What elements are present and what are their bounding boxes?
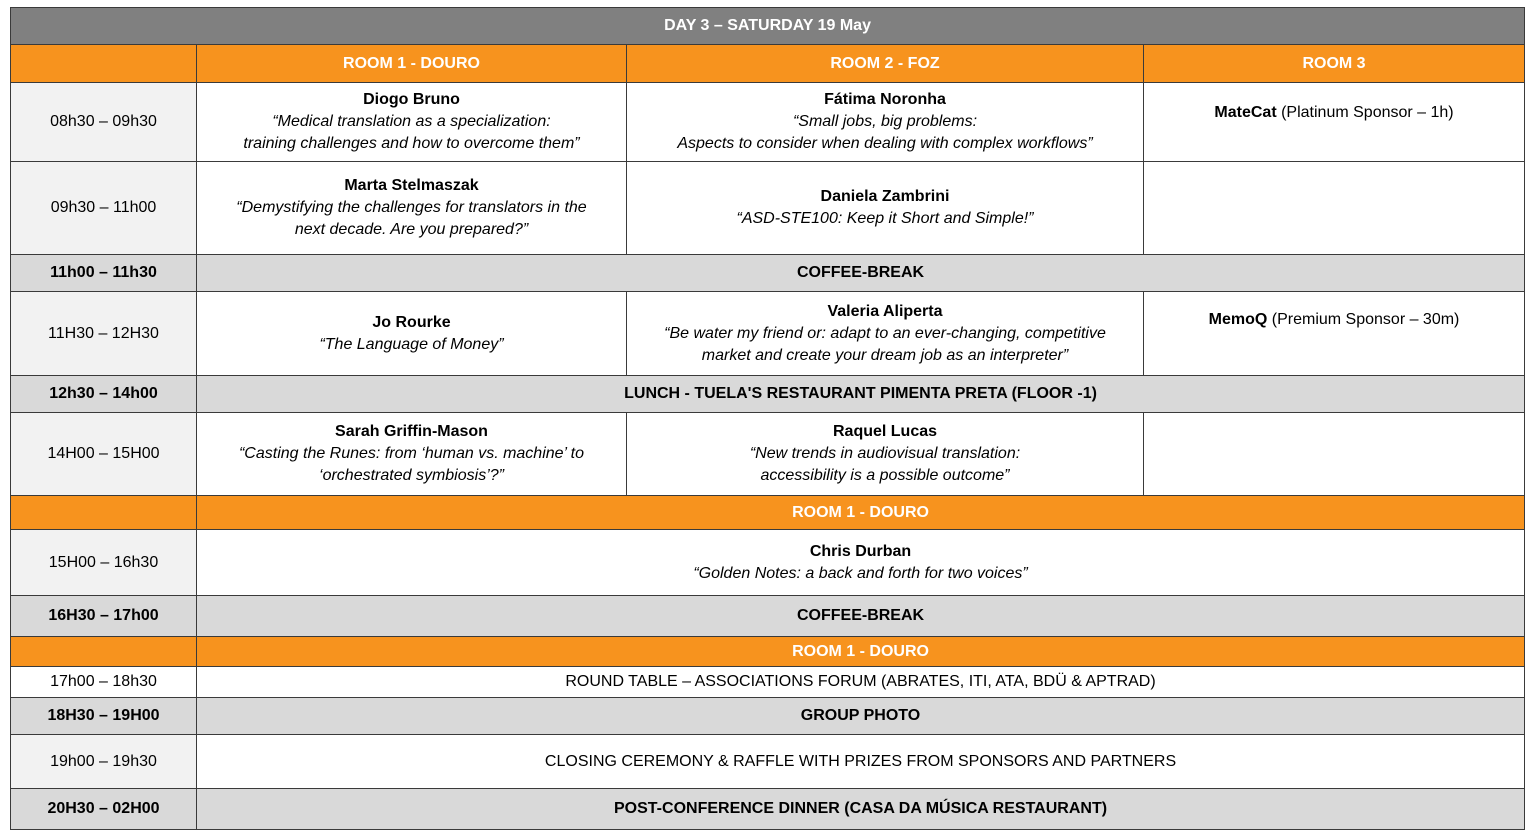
- rooms-header-row: [11, 45, 1525, 83]
- time-cell: 15H00 – 16h30: [11, 530, 197, 596]
- session-cell: [197, 292, 627, 376]
- session-row: [11, 83, 1525, 162]
- empty-cell: [1144, 413, 1525, 496]
- group-photo-label: GROUP PHOTO: [197, 698, 1525, 735]
- time-header: [11, 496, 197, 530]
- sponsor-cell: [1144, 292, 1525, 376]
- session-cell: [197, 530, 1525, 596]
- room3-header: ROOM 3: [1144, 45, 1525, 83]
- talk-title: “Be water my friend or: adapt to an ever-changing, competitive market and create your dream job as an interpreter”: [664, 324, 1106, 364]
- talk-title: “The Language of Money”: [319, 335, 504, 353]
- speaker-name: Sarah Griffin-Mason: [335, 423, 488, 440]
- break-label: COFFEE-BREAK: [197, 596, 1525, 637]
- speaker-name: Chris Durban: [809, 542, 912, 560]
- session-row: [11, 292, 1525, 376]
- session-cell: [197, 83, 627, 162]
- room-header-row: [11, 637, 1525, 667]
- time-header: [11, 45, 197, 83]
- sponsor-detail: (Platinum Sponsor – 1h): [1281, 104, 1454, 121]
- sponsor-detail: (Premium Sponsor – 30m): [1271, 311, 1460, 328]
- speaker-name: Fátima Noronha: [824, 91, 946, 108]
- closing-ceremony-label: CLOSING CEREMONY & RAFFLE WITH PRIZES FROM SPONSORS AND PARTNERS: [197, 735, 1525, 789]
- round-table-label: ROUND TABLE – ASSOCIATIONS FORUM (ABRATES, ITI, ATA, BDÜ & APTRAD): [197, 667, 1525, 698]
- session-cell: [627, 413, 1144, 496]
- session-cell: [627, 292, 1144, 376]
- session-row: [11, 735, 1525, 789]
- session-cell: [197, 162, 627, 255]
- session-row: [11, 162, 1525, 255]
- schedule-table: [10, 7, 1525, 830]
- break-row: [11, 376, 1525, 413]
- time-cell: 14H00 – 15H00: [11, 413, 197, 496]
- break-row: [11, 789, 1525, 830]
- time-cell: 09h30 – 11h00: [11, 162, 197, 255]
- session-row: [11, 413, 1525, 496]
- break-row: [11, 596, 1525, 637]
- time-cell: 11H30 – 12H30: [11, 292, 197, 376]
- day-title: DAY 3 – SATURDAY 19 May: [11, 8, 1525, 45]
- break-row: [11, 255, 1525, 292]
- sponsor-cell: [1144, 83, 1525, 162]
- speaker-name: Marta Stelmaszak: [344, 177, 479, 194]
- empty-cell: [1144, 162, 1525, 255]
- sponsor-name: MemoQ: [1208, 311, 1268, 328]
- talk-title: “Casting the Runes: from ‘human vs. machine’ to ‘orchestrated symbiosis’?”: [238, 445, 585, 484]
- speaker-name: Valeria Aliperta: [827, 302, 943, 320]
- session-cell: [197, 413, 627, 496]
- time-cell: 12h30 – 14h00: [11, 376, 197, 413]
- room1-header: ROOM 1 - DOURO: [197, 637, 1525, 667]
- speaker-name: Jo Rourke: [372, 313, 451, 331]
- time-cell: 19h00 – 19h30: [11, 735, 197, 789]
- time-cell: 11h00 – 11h30: [11, 255, 197, 292]
- time-cell: 17h00 – 18h30: [11, 667, 197, 698]
- time-header: [11, 637, 197, 667]
- room-header-row: [11, 496, 1525, 530]
- speaker-name: Raquel Lucas: [832, 423, 938, 440]
- talk-title: “Golden Notes: a back and forth for two voices”: [693, 564, 1028, 582]
- break-row: [11, 698, 1525, 735]
- break-label: LUNCH - TUELA'S RESTAURANT PIMENTA PRETA (FLOOR -1): [197, 376, 1525, 413]
- sponsor-name: MateCat: [1214, 104, 1277, 121]
- talk-title: “New trends in audiovisual translation: accessibility is a possible outcome”: [749, 445, 1021, 484]
- session-row: [11, 530, 1525, 596]
- dinner-label: POST-CONFERENCE DINNER (CASA DA MÚSICA RESTAURANT): [197, 789, 1525, 830]
- time-cell: 20H30 – 02H00: [11, 789, 197, 830]
- room2-header: ROOM 2 - FOZ: [627, 45, 1144, 83]
- talk-title: “ASD-STE100: Keep it Short and Simple!”: [736, 210, 1034, 227]
- talk-title: “Demystifying the challenges for translators in the next decade. Are you prepared?”: [236, 199, 587, 238]
- session-cell: [627, 162, 1144, 255]
- room1-header: ROOM 1 - DOURO: [197, 496, 1525, 530]
- time-cell: 08h30 – 09h30: [11, 83, 197, 162]
- talk-title: “Small jobs, big problems: Aspects to consider when dealing with complex workflows”: [677, 113, 1093, 152]
- speaker-name: Daniela Zambrini: [820, 188, 950, 205]
- session-row: [11, 667, 1525, 698]
- title-row: [11, 8, 1525, 45]
- speaker-name: Diogo Bruno: [363, 91, 460, 108]
- room1-header: ROOM 1 - DOURO: [197, 45, 627, 83]
- break-label: COFFEE-BREAK: [197, 255, 1525, 292]
- time-cell: 16H30 – 17h00: [11, 596, 197, 637]
- session-cell: [627, 83, 1144, 162]
- time-cell: 18H30 – 19H00: [11, 698, 197, 735]
- talk-title: “Medical translation as a specialization: training challenges and how to overcome them”: [243, 113, 580, 152]
